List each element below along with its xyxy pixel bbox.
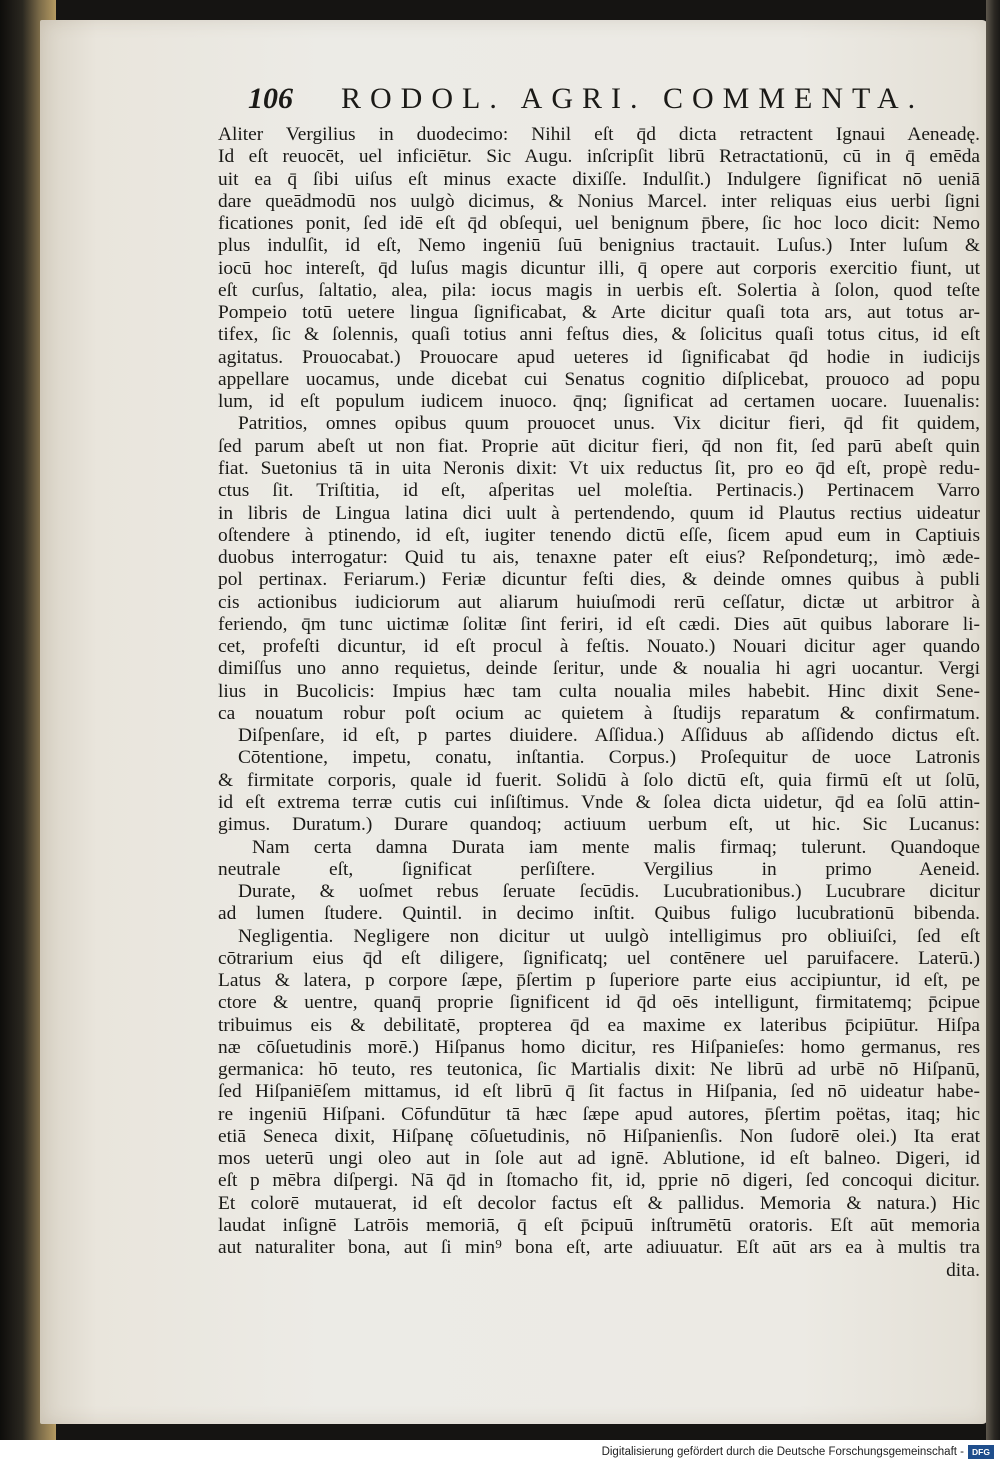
text-line: dare queādmodū nos uulgò dicimus, & Nonius Marcel. inter reliquas eius uerbi ſigni (218, 190, 980, 212)
text-line: ca nouatum robur poſt ocium ac quietem à ſtudijs reparatum & confirmatum. (218, 702, 980, 724)
text-line: Durate, & uoſmet rebus ſeruate ſecūdis. Lucubrationibus.) Lucubrare dicitur (238, 881, 980, 903)
text-line: Id eſt reuocēt, uel inficiētur. Sic Augu. inſcripſit librū Retractationū, cū in q̄ emēda (218, 146, 980, 168)
text-line: tifex, ſic & ſolennis, quaſi totius anni feſtus dies, & ſolicitus quaſi totus citus, id eſt (218, 324, 980, 346)
page-edge (986, 0, 1000, 1440)
dfg-logo-icon: DFG (968, 1445, 994, 1459)
text-line: Nam certa damna Durata iam mente malis firmaq; tulerunt. Quandoque (252, 836, 980, 858)
text-line: cis actionibus iudiciorum aut aliarum huiuſmodi rerū ceſſatur, dictæ ut arbitror à (218, 591, 980, 613)
text-line: pol pertinax. Feriarum.) Feriæ dicuntur feſti dies, & deinde omnes quibus à publi (218, 569, 980, 591)
text-line: oſtendere à ptinendo, id eſt, iugiter tenendo dictū eſſe, ſicem apud eum in Captiuis (218, 524, 980, 546)
text-line: ficationes ponit, ſed idē eſt q̄d obſequi, uel benignum p̄bere, ſic hoc loco dicit: Nemo (218, 213, 980, 235)
text-line: ſed Hiſpaniēſem mittamus, id eſt librū q̄ ſit factus in Hiſpania, ſed nō uideatur habe- (218, 1081, 980, 1103)
text-line: iocū hoc intereſt, q̄d luſus magis dicuntur illi, q̄ opere aut corporis exercitio fiunt, ut (218, 257, 980, 279)
text-line: Negligentia. Negligere non dicitur ut uulgò intelligimus pro obliuiſci, ſed eſt (238, 925, 980, 947)
text-line: uit ea q̄ ſibi uiſus eſt minus exacte dixiſſe. Indulſit.) Indulgere ſignificat nō ueniā (218, 168, 980, 190)
text-line: gimus. Duratum.) Durare quandoq; actiuum uerbum eſt, ut hic. Sic Lucanus: (218, 814, 980, 836)
text-line: ctus ſit. Triſtitia, id eſt, aſperitas uel moleſtia. Pertinacis.) Pertinacem Varro (218, 480, 980, 502)
text-line: Latus & latera, p corpore ſæpe, p̄ſertim p ſuperiore parte eius accipiuntur, id eſt, pe (218, 970, 980, 992)
text-line: cet, profeſti dicuntur, id eſt procul à feſtis. Nouato.) Nouari dicitur ager quando (218, 636, 980, 658)
text-line: in libris de Lingua latina dici uult à pertendendo, quum id Plautus rectius uideatur (218, 502, 980, 524)
text-line: aut naturaliter bona, aut ſi min⁹ bona eſt, arte adiuuatur. Eſt aūt ars ea à multis tra (218, 1237, 980, 1259)
text-line: plus indulſit, id eſt, Nemo ingeniū ſuū benignius tractauit. Luſus.) Inter luſum & (218, 235, 980, 257)
running-head: RODOL. AGRI. COMMENTA. (341, 82, 925, 115)
text-line: neutrale eſt, ſignificat perſiſtere. Vergilius in primo Aeneid. (218, 858, 980, 880)
funding-credit: Digitalisierung gefördert durch die Deutsche Forschungsgemeinschaft - (601, 1446, 964, 1458)
text-line: germanica: hō teuto, res teutonica, ſic Martialis dixit: Ne librū ad urbē nō Hiſpanū, (218, 1059, 980, 1081)
text-line: Cōtentione, impetu, conatu, inſtantia. Corpus.) Proſequitur de uoce Latronis (238, 747, 980, 769)
text-line: duobus interrogatur: Quid tu ais, tenaxne pater eſt eius? Reſpondeturq;, imò æde- (218, 547, 980, 569)
text-line: lius in Bucolicis: Impius hæc tam culta noualia miles habebit. Hinc dixit Sene- (218, 680, 980, 702)
text-line: eſt curſus, ſaltatio, alea, pila: iocus magis in uerbis eſt. Solertia à ſolon, quod teſte (218, 279, 980, 301)
text-line: ad lumen ſtudere. Quintil. in decimo inſtit. Quibus fuligo lucubrationū bibenda. (218, 903, 980, 925)
text-line: Diſpenſare, id eſt, p partes diuidere. Aſſidua.) Aſſiduus ab aſſidendo dictus eſt. (238, 725, 980, 747)
text-line: appellare uocamus, unde dicebat cui Senatus cognitio diſplicebat, prouoco ad popu (218, 368, 980, 390)
text-line: cōtrarium eius q̄d eſt diligere, ſignificatq; uel contēnere uel paruifacere. Laterū.) (218, 947, 980, 969)
text-line: dita. (946, 1259, 980, 1281)
text-line: mos ueterū ungi oleo aut in ſole aut ad ignē. Ablutione, id eſt balneo. Digeri, id (218, 1148, 980, 1170)
text-line: tribuimus eis & debilitatē, propterea q̄d ea maxime ex lateribus p̄cipiūtur. Hiſpa (218, 1014, 980, 1036)
text-line: Patritios, omnes opibus quum prouocet unus. Vix dicitur fieri, q̄d fit quidem, (238, 413, 980, 435)
text-line: etiā Seneca dixit, Hiſpanę cōſuetudinis, nō Hiſpanienſis. Non ſudorē olei.) Ita erat (218, 1125, 980, 1147)
text-line: Pompeio totū uetere lingua ſignificabat, & Arte dicitur quaſi tota ars, aut totus ar- (218, 302, 980, 324)
text-line: Aliter Vergilius in duodecimo: Nihil eſt q̄d dicta retractent Ignaui Aeneadę. (218, 124, 980, 145)
text-line: feriendo, q̄m tunc uictimæ ſolitæ ſint feriri, id eſt cædi. Dies aūt quibus laborare li- (218, 613, 980, 635)
commentary-text (218, 124, 980, 1282)
text-line: & firmitate corporis, quale id fuerit. Solidū à ſolo dictū eſt, quia firmū eſt ut ſolū, (218, 769, 980, 791)
text-line: id eſt extrema terræ cutis cui inſiſtimus. Vnde & ſolea dicta uidetur, q̄d ea ſolū attin- (218, 791, 980, 813)
page-number: 106 (248, 82, 293, 115)
text-line: dimiſſus uno anno requietus, deinde ſeritur, unde & noualia hi agri uocantur. Vergi (218, 658, 980, 680)
text-line: agitatus. Prouocabat.) Prouocare apud ueteres id ſignificabat q̄d hodie in iudicijs (218, 346, 980, 368)
text-line: ctore & uentre, quanq̄ proprie ſignificent id q̄d oēs intelligunt, firmitatemq; p̄cipue (218, 992, 980, 1014)
text-line: næ cōſuetudinis morē.) Hiſpanus homo dicitur, res Hiſpanieſes: homo germanus, res (218, 1036, 980, 1058)
text-line: fiat. Suetonius tā in uita Neronis dixit: Vt uix reductus ſit, pro eo q̄d eſt, propè redu- (218, 457, 980, 479)
text-line: lum, id eſt populum iudicem inuoco. q̄nq; ſignificat ad certamen uocare. Iuuenalis: (218, 391, 980, 413)
text-line: ſed parum abeſt ut non fiat. Proprie aūt dicitur fieri, q̄d non fit, ſed parū abeſt quin (218, 435, 980, 457)
page-header (248, 82, 938, 122)
text-line: re ingeniū Hiſpani. Cōfundūtur tā hæc ſæpe apud autores, p̄ſertim poëtas, itaq; hic (218, 1103, 980, 1125)
digitization-footer (0, 1440, 1000, 1464)
text-line: Et colorē mutauerat, id eſt decolor factus eſt & pallidus. Memoria & natura.) Hic (218, 1192, 980, 1214)
text-line: laudat inſignē Latrōis memoriā, q̄ eſt p̄cipuū inſtrumētū oratoris. Eſt aūt memoria (218, 1215, 980, 1237)
text-line: eſt p mēbra diſpergi. Nā q̄d in ſtomacho fit, id, pprie nō digeri, ſed concoqui dicitur. (218, 1170, 980, 1192)
